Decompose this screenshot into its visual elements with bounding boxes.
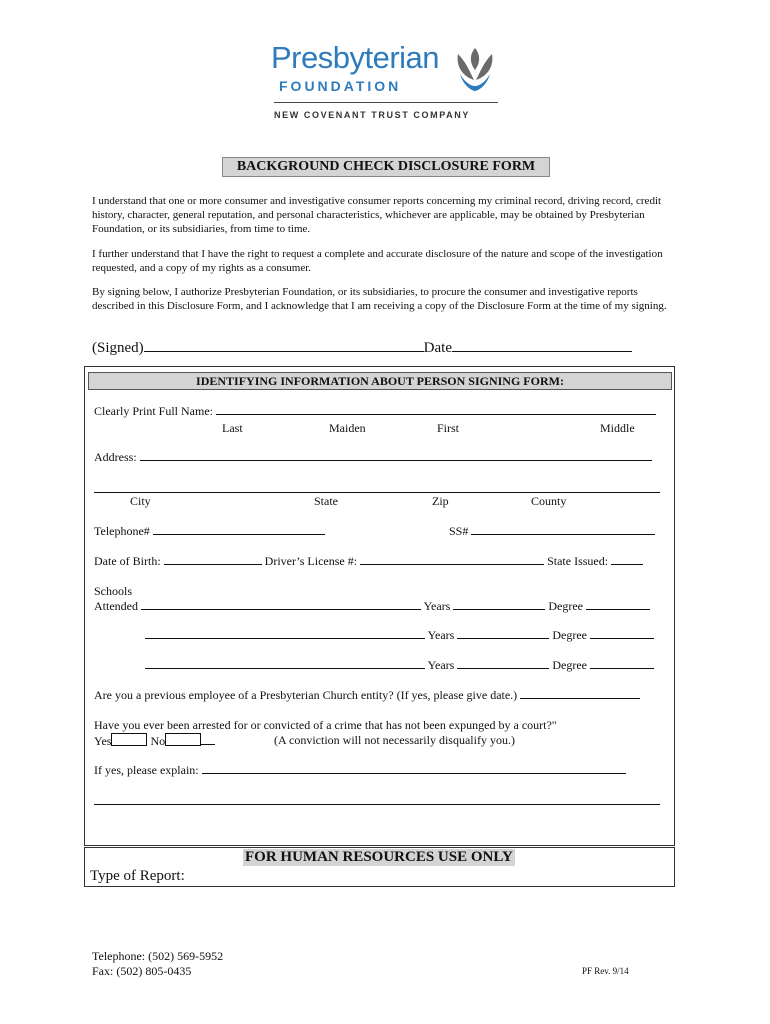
- previous-employee-question: Are you a previous employee of a Presbyterian Church entity? (If yes, please give date.): [94, 688, 518, 702]
- signature-field[interactable]: [144, 341, 424, 352]
- logo-name-line2: FOUNDATION: [279, 78, 402, 94]
- signed-label: (Signed): [92, 340, 144, 356]
- explain-label: If yes, please explain:: [94, 763, 199, 777]
- schools-label: Schools: [94, 584, 133, 598]
- name-part-first: First: [437, 421, 460, 435]
- years-label: Years: [427, 628, 455, 642]
- full-name-label: Clearly Print Full Name:: [94, 404, 213, 418]
- telephone-label: Telephone#: [94, 524, 150, 538]
- school-years-field-2[interactable]: [457, 628, 549, 639]
- ss-label: SS#: [449, 524, 469, 538]
- previous-employee-field[interactable]: [520, 688, 640, 699]
- school-degree-field-3[interactable]: [590, 658, 654, 669]
- hr-use-header: FOR HUMAN RESOURCES USE ONLY: [245, 849, 513, 865]
- school-name-field-2[interactable]: [145, 628, 425, 639]
- name-part-last: Last: [222, 421, 243, 435]
- license-field[interactable]: [360, 554, 544, 565]
- telephone-field[interactable]: [153, 524, 325, 535]
- school-name-field-1[interactable]: [141, 599, 421, 610]
- yes-checkbox[interactable]: [111, 733, 147, 746]
- revision-label: PF Rev. 9/14: [582, 966, 629, 976]
- explain-field-line1[interactable]: [202, 763, 626, 774]
- name-part-maiden: Maiden: [329, 421, 366, 435]
- identifying-info-header: IDENTIFYING INFORMATION ABOUT PERSON SIGNING FORM:: [88, 372, 672, 390]
- consent-paragraph-2: I further understand that I have the right to request a complete and accurate disclosure of the nature and scope of the investigation requested, and a copy of my rights as a consumer.: [92, 248, 663, 274]
- address-field-line2[interactable]: [94, 492, 660, 493]
- school-degree-field-2[interactable]: [590, 628, 654, 639]
- ss-field[interactable]: [471, 524, 655, 535]
- logo-name-line1: Presbyterian: [271, 40, 440, 75]
- signature-date-field[interactable]: [452, 341, 632, 352]
- no-underline: [201, 734, 215, 745]
- years-label: Years: [423, 599, 451, 613]
- degree-label: Degree: [548, 599, 583, 613]
- type-of-report-label[interactable]: Type of Report:: [90, 868, 185, 884]
- address-part-state: State: [314, 494, 338, 508]
- logo-divider: [274, 102, 498, 103]
- state-issued-field[interactable]: [611, 554, 643, 565]
- date-label: Date: [423, 340, 452, 356]
- school-years-field-3[interactable]: [457, 658, 549, 669]
- school-degree-field-1[interactable]: [586, 599, 650, 610]
- no-checkbox[interactable]: [165, 733, 201, 746]
- full-name-field[interactable]: [216, 404, 656, 415]
- footer-telephone: Telephone: (502) 569-5952: [92, 949, 224, 963]
- dob-label: Date of Birth:: [94, 554, 161, 568]
- yes-label: Yes: [94, 734, 112, 748]
- name-part-middle: Middle: [600, 421, 635, 435]
- school-years-field-1[interactable]: [453, 599, 545, 610]
- dob-field[interactable]: [164, 554, 262, 565]
- form-title: BACKGROUND CHECK DISCLOSURE FORM: [222, 157, 550, 177]
- license-label: Driver’s License #:: [264, 554, 358, 568]
- consent-paragraph-3: By signing below, I authorize Presbyterian Foundation, or its subsidiaries, to procure the consumer and investigative reports described in this Disclosure Form, and I acknowledge that I am receiving a copy of the Disclosure Form at the time of my signing.: [92, 286, 667, 312]
- address-field-line1[interactable]: [140, 450, 652, 461]
- degree-label: Degree: [552, 628, 587, 642]
- state-issued-label: State Issued:: [547, 554, 609, 568]
- address-part-city: City: [130, 494, 151, 508]
- no-label: No: [150, 734, 166, 748]
- degree-label: Degree: [552, 658, 587, 672]
- logo-icon: [452, 44, 498, 94]
- consent-paragraph-1: I understand that one or more consumer and investigative consumer reports concerning my criminal record, driving record, credit history, character, general reputation, and personal characteristics, whichever are applicable, may be obtained by Presbyterian Foundation, or its subsidiaries, from time to time.: [92, 195, 662, 235]
- logo-tagline: NEW COVENANT TRUST COMPANY: [274, 110, 470, 120]
- attended-label: Attended: [94, 599, 138, 613]
- years-label: Years: [427, 658, 455, 672]
- explain-field-line2[interactable]: [94, 804, 660, 805]
- school-name-field-3[interactable]: [145, 658, 425, 669]
- address-part-zip: Zip: [432, 494, 449, 508]
- conviction-note: (A conviction will not necessarily disqualify you.): [274, 733, 515, 747]
- arrest-question: Have you ever been arrested for or convicted of a crime that has not been expunged by a court?": [94, 718, 557, 732]
- address-part-county: County: [531, 494, 567, 508]
- footer-fax: Fax: (502) 805-0435: [92, 964, 192, 978]
- address-label: Address:: [94, 450, 137, 464]
